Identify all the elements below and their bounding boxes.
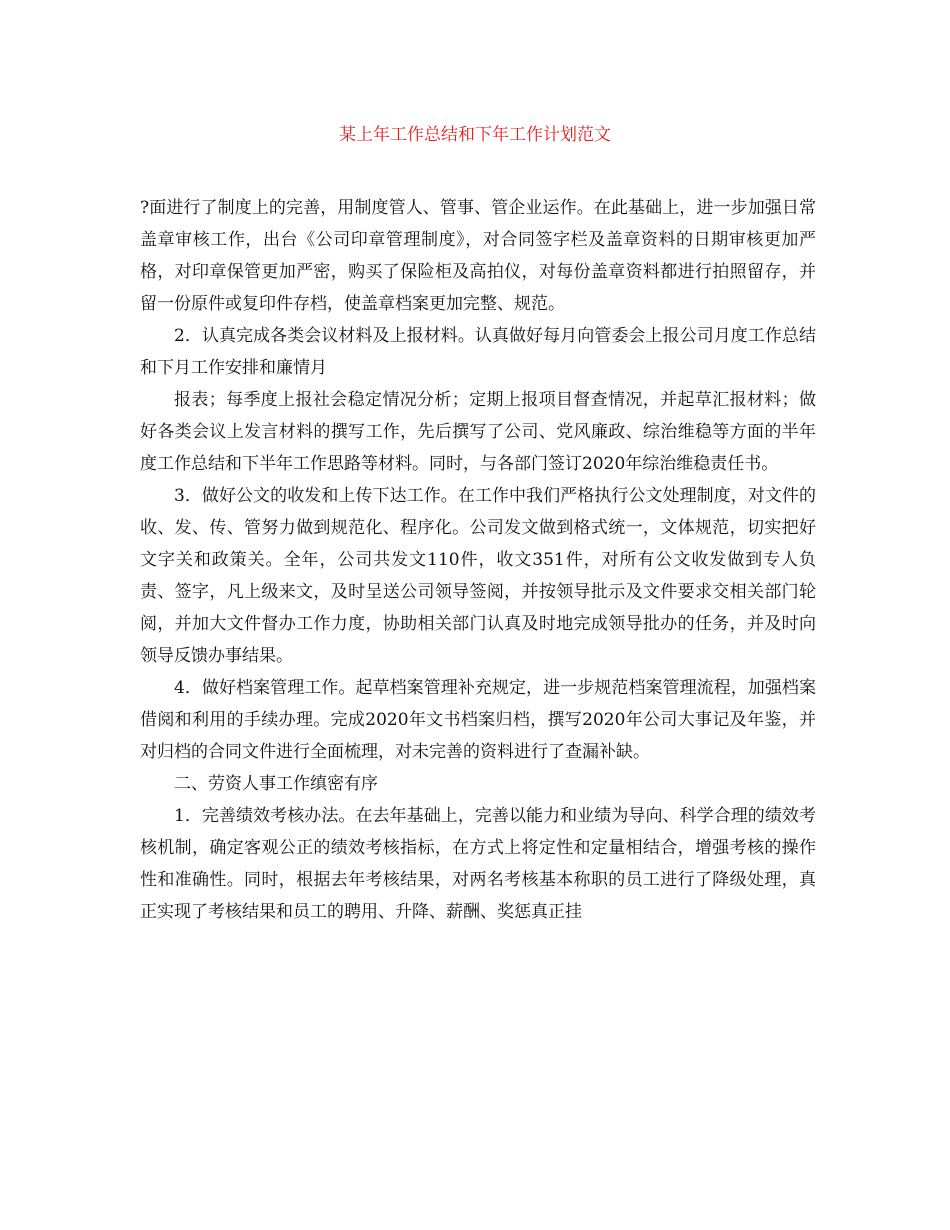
paragraph: 3．做好公文的收发和上传下达工作。在工作中我们严格执行公文处理制度，对文件的收、发、传、管努力做到规范化、程序化。公司发文做到格式统一，文体规范，切实把好文字关和政策关。全年，公司共发文110件，收文351件，对所有公文收发做到专人负责、签字，凡上级来文，及时呈送公司领导签阅，并按领导批示及文件要求交相关部门轮阅，并加大文件督办工作力度，协助相关部门认真及时地完成领导批办的任务，并及时向领导反馈办事结果。	[140, 486, 816, 666]
paragraph: ?面进行了制度上的完善，用制度管人、管事、管企业运作。在此基础上，进一步加强日常盖章审核工作，出台《公司印章管理制度》，对合同签字栏及盖章资料的日期审核更加严格，对印章保管更加严密，购买了保险柜及高拍仪，对每份盖章资料都进行拍照留存，并留一份原件或复印件存档，使盖章档案更加完整、规范。	[140, 198, 816, 314]
document-body	[140, 192, 816, 928]
document-title: 某上年工作总结和下年工作计划范文	[339, 125, 611, 145]
section-heading: 二、劳资人事工作缜密有序	[174, 774, 378, 794]
paragraph: 2．认真完成各类会议材料及上报材料。认真做好每月向管委会上报公司月度工作总结和下月工作安排和廉情月	[140, 326, 816, 378]
paragraph: 1．完善绩效考核办法。在去年基础上，完善以能力和业绩为导向、科学合理的绩效考核机制，确定客观公正的绩效考核指标，在方式上将定性和定量相结合，增强考核的操作性和准确性。同时，根据去年考核结果，对两名考核基本称职的员工进行了降级处理，真正实现了考核结果和员工的聘用、升降、薪酬、奖惩真正挂	[140, 806, 816, 922]
paragraph: 4．做好档案管理工作。起草档案管理补充规定，进一步规范档案管理流程，加强档案借阅和利用的手续办理。完成2020年文书档案归档，撰写2020年公司大事记及年鉴，并对归档的合同文件进行全面梳理，对未完善的资料进行了查漏补缺。	[140, 678, 816, 762]
paragraph: 报表；每季度上报社会稳定情况分析；定期上报项目督查情况，并起草汇报材料；做好各类会议上发言材料的撰写工作，先后撰写了公司、党风廉政、综治维稳等方面的半年度工作总结和下半年工作思路等材料。同时，与各部门签订2020年综治维稳责任书。	[140, 390, 816, 474]
